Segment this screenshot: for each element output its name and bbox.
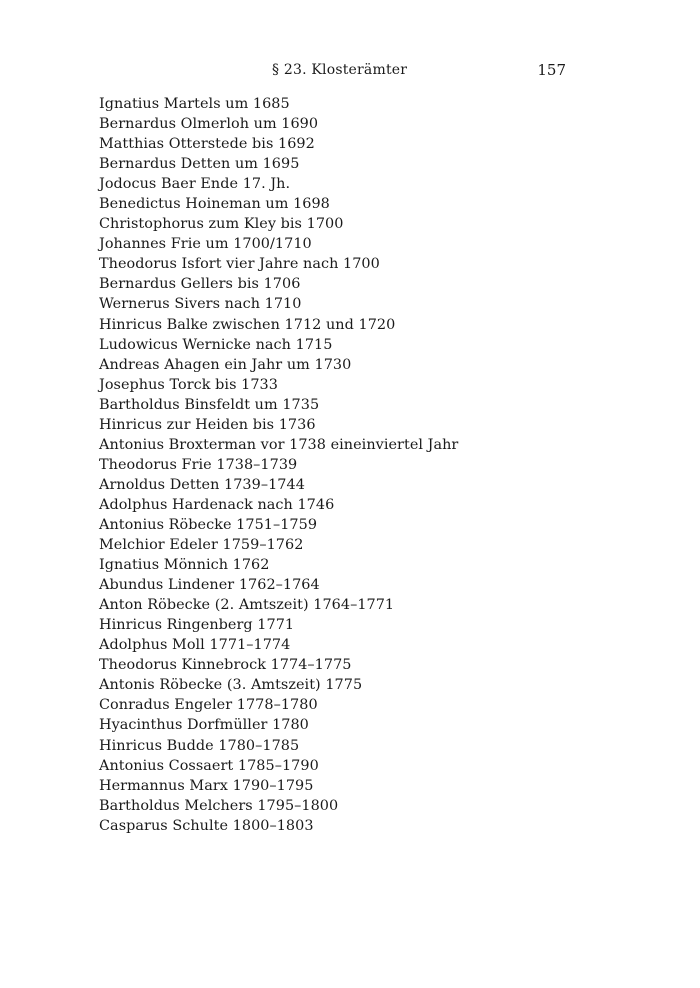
section-title: § 23. Klosterämter bbox=[272, 62, 408, 78]
list-item: Ignatius Mönnich 1762 bbox=[99, 557, 270, 574]
list-item: Bernardus Detten um 1695 bbox=[99, 156, 300, 173]
list-item: Theodorus Frie 1738–1739 bbox=[99, 456, 298, 473]
list-item: Bernardus Gellers bis 1706 bbox=[99, 276, 301, 293]
list-item: Bartholdus Binsfeldt um 1735 bbox=[99, 396, 320, 413]
list-item: Melchior Edeler 1759–1762 bbox=[99, 537, 304, 554]
list-item: Antonius Röbecke 1751–1759 bbox=[99, 516, 318, 533]
list-item: Christophorus zum Kley bis 1700 bbox=[99, 216, 344, 233]
list-item: Antonius Cossaert 1785–1790 bbox=[99, 757, 319, 774]
list-item: Abundus Lindener 1762–1764 bbox=[99, 577, 320, 594]
office-holder-list bbox=[99, 94, 458, 836]
list-item: Antonis Röbecke (3. Amtszeit) 1775 bbox=[99, 677, 363, 694]
list-item: Conradus Engeler 1778–1780 bbox=[99, 697, 318, 714]
list-item: Antonius Broxterman vor 1738 eineinviertel Jahr bbox=[99, 436, 459, 453]
list-item: Theodorus Kinnebrock 1774–1775 bbox=[99, 657, 352, 674]
list-item: Bartholdus Melchers 1795–1800 bbox=[99, 797, 339, 814]
list-item: Matthias Otterstede bis 1692 bbox=[99, 136, 315, 153]
page-number: 157 bbox=[537, 61, 566, 79]
list-item: Hermannus Marx 1790–1795 bbox=[99, 777, 314, 794]
list-item: Adolphus Moll 1771–1774 bbox=[99, 637, 291, 654]
list-item: Bernardus Olmerloh um 1690 bbox=[99, 116, 319, 133]
running-head bbox=[0, 62, 700, 82]
list-item: Adolphus Hardenack nach 1746 bbox=[99, 496, 335, 513]
list-item: Anton Röbecke (2. Amtszeit) 1764–1771 bbox=[99, 597, 395, 614]
list-item: Casparus Schulte 1800–1803 bbox=[99, 817, 314, 834]
list-item: Ludowicus Wernicke nach 1715 bbox=[99, 336, 333, 353]
list-item: Hinricus Ringenberg 1771 bbox=[99, 617, 295, 634]
list-item: Benedictus Hoineman um 1698 bbox=[99, 196, 330, 213]
list-item: Hyacinthus Dorfmüller 1780 bbox=[99, 717, 309, 734]
list-item: Hinricus Balke zwischen 1712 und 1720 bbox=[99, 316, 396, 333]
list-item: Arnoldus Detten 1739–1744 bbox=[99, 476, 305, 493]
list-item: Ignatius Martels um 1685 bbox=[99, 96, 290, 112]
list-item: Hinricus zur Heiden bis 1736 bbox=[99, 416, 316, 433]
list-item: Johannes Frie um 1700/1710 bbox=[99, 236, 312, 253]
list-item: Hinricus Budde 1780–1785 bbox=[99, 737, 300, 754]
list-item: Theodorus Isfort vier Jahre nach 1700 bbox=[99, 256, 380, 273]
list-item: Andreas Ahagen ein Jahr um 1730 bbox=[99, 356, 352, 373]
list-item: Wernerus Sivers nach 1710 bbox=[99, 296, 302, 313]
list-item: Josephus Torck bis 1733 bbox=[99, 376, 278, 393]
list-item: Jodocus Baer Ende 17. Jh. bbox=[99, 176, 291, 193]
